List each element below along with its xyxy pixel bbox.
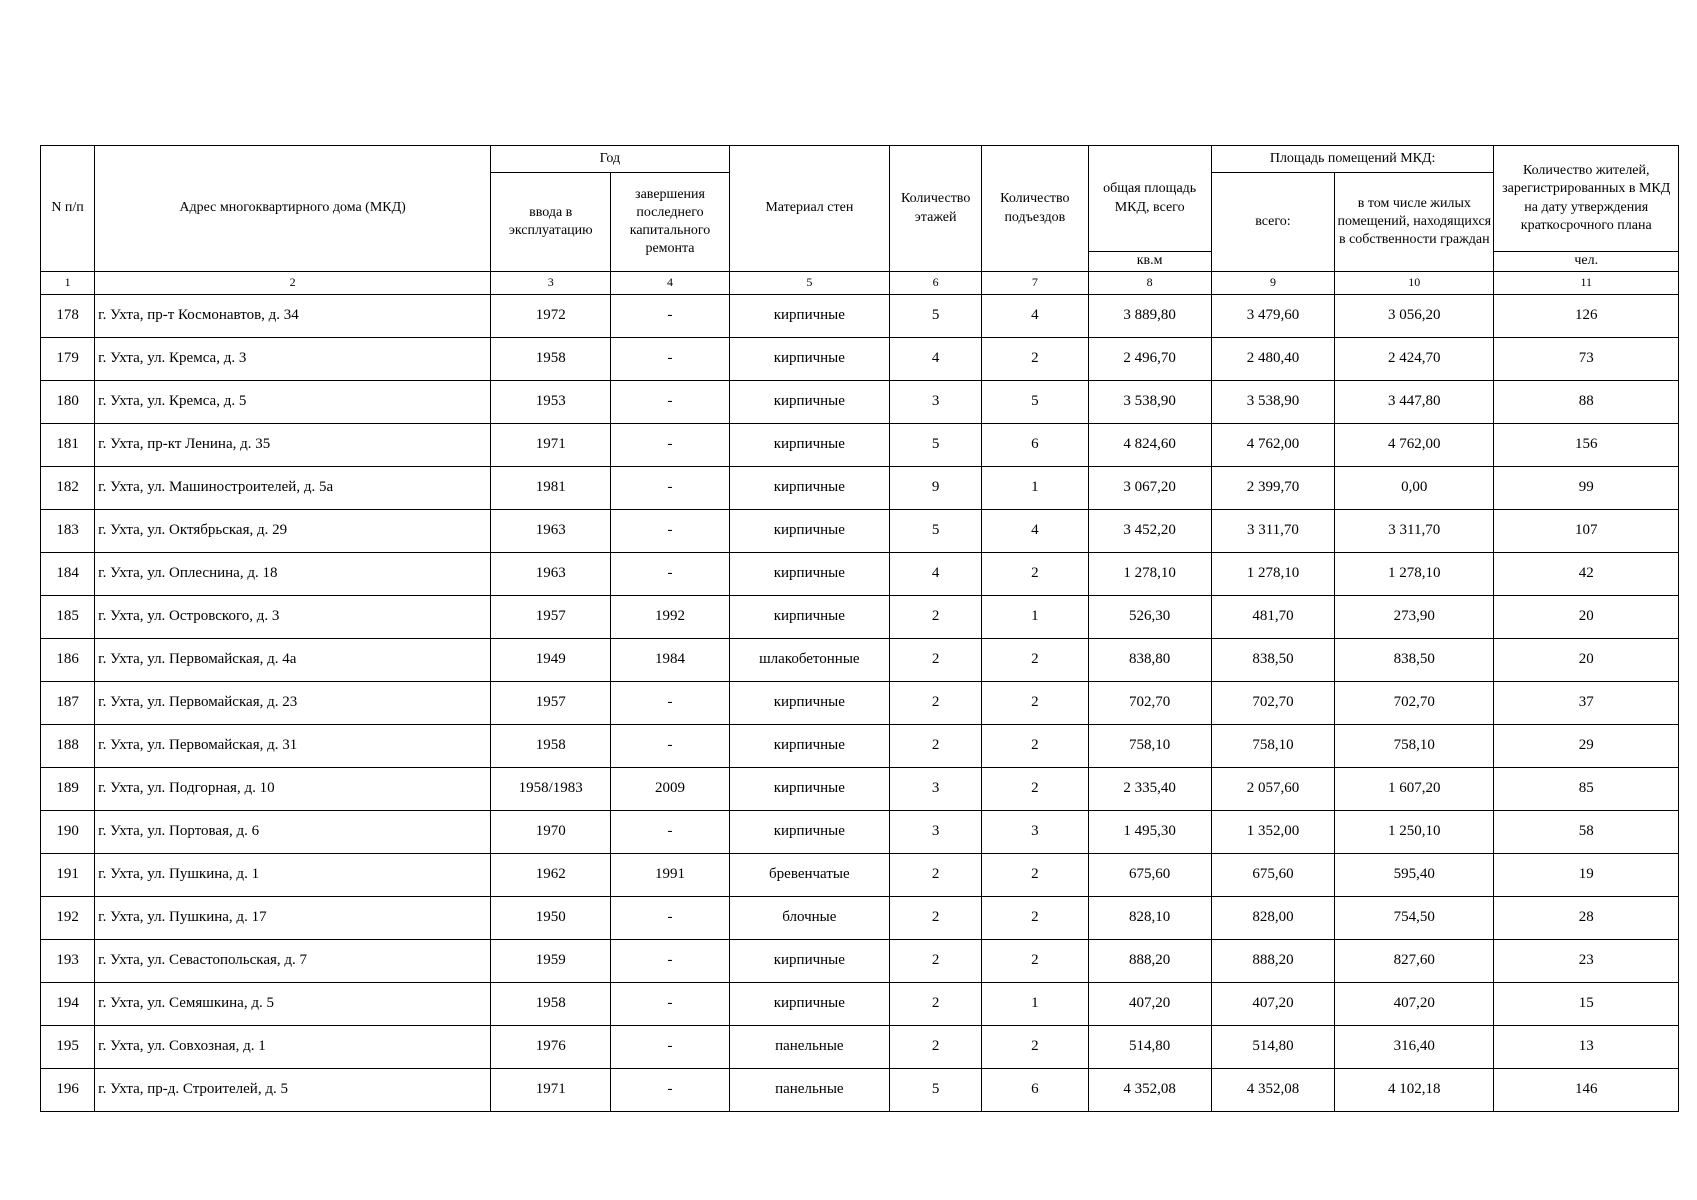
row-year-repair: 1992 (611, 596, 729, 639)
row-entrances: 1 (982, 983, 1088, 1026)
row-address: г. Ухта, ул. Севастопольская, д. 7 (95, 940, 491, 983)
row-residents: 19 (1494, 854, 1679, 897)
row-year-repair: - (611, 725, 729, 768)
table-row (41, 854, 1679, 897)
row-residents: 88 (1494, 381, 1679, 424)
row-residents: 20 (1494, 596, 1679, 639)
row-address: г. Ухта, ул. Совхозная, д. 1 (95, 1026, 491, 1069)
row-area-private: 758,10 (1335, 725, 1494, 768)
row-entrances: 2 (982, 682, 1088, 725)
row-number: 184 (41, 553, 95, 596)
table-row (41, 467, 1679, 510)
row-year-commission: 1957 (491, 682, 611, 725)
row-floors: 2 (890, 983, 982, 1026)
row-floors: 4 (890, 553, 982, 596)
table-row (41, 1069, 1679, 1112)
row-number: 187 (41, 682, 95, 725)
table-row (41, 725, 1679, 768)
row-entrances: 1 (982, 596, 1088, 639)
row-floors: 3 (890, 381, 982, 424)
row-year-repair: 1984 (611, 639, 729, 682)
row-year-repair: - (611, 553, 729, 596)
row-residents: 29 (1494, 725, 1679, 768)
row-number: 189 (41, 768, 95, 811)
row-year-commission: 1958/1983 (491, 768, 611, 811)
header-address: Адрес многоквартирного дома (МКД) (95, 146, 491, 272)
row-address: г. Ухта, ул. Семяшкина, д. 5 (95, 983, 491, 1026)
row-area-private: 273,90 (1335, 596, 1494, 639)
column-number: 9 (1211, 272, 1334, 295)
row-area-all: 2 399,70 (1211, 467, 1334, 510)
row-year-repair: - (611, 338, 729, 381)
table-row (41, 381, 1679, 424)
row-number: 191 (41, 854, 95, 897)
row-area-all: 514,80 (1211, 1026, 1334, 1069)
row-total-area: 526,30 (1088, 596, 1211, 639)
row-area-private: 0,00 (1335, 467, 1494, 510)
row-year-commission: 1953 (491, 381, 611, 424)
row-entrances: 2 (982, 1026, 1088, 1069)
row-total-area: 828,10 (1088, 897, 1211, 940)
row-year-commission: 1976 (491, 1026, 611, 1069)
row-residents: 85 (1494, 768, 1679, 811)
unit-total-area: кв.м (1088, 252, 1211, 272)
row-entrances: 2 (982, 940, 1088, 983)
row-address: г. Ухта, ул. Первомайская, д. 4а (95, 639, 491, 682)
row-area-private: 702,70 (1335, 682, 1494, 725)
row-number: 195 (41, 1026, 95, 1069)
row-entrances: 4 (982, 510, 1088, 553)
header-entrances: Количество подъездов (982, 146, 1088, 272)
row-area-all: 888,20 (1211, 940, 1334, 983)
row-residents: 28 (1494, 897, 1679, 940)
row-area-all: 4 762,00 (1211, 424, 1334, 467)
row-number: 182 (41, 467, 95, 510)
row-wall-material: блочные (729, 897, 889, 940)
row-number: 192 (41, 897, 95, 940)
row-year-commission: 1950 (491, 897, 611, 940)
row-total-area: 514,80 (1088, 1026, 1211, 1069)
header-area-group: Площадь помещений МКД: (1211, 146, 1494, 173)
row-entrances: 3 (982, 811, 1088, 854)
row-floors: 2 (890, 897, 982, 940)
row-residents: 20 (1494, 639, 1679, 682)
column-number: 1 (41, 272, 95, 295)
table-row (41, 596, 1679, 639)
table-row (41, 811, 1679, 854)
row-year-commission: 1970 (491, 811, 611, 854)
row-floors: 2 (890, 854, 982, 897)
row-floors: 3 (890, 811, 982, 854)
table-row (41, 295, 1679, 338)
row-area-private: 1 250,10 (1335, 811, 1494, 854)
table-row (41, 553, 1679, 596)
row-area-all: 675,60 (1211, 854, 1334, 897)
row-area-all: 481,70 (1211, 596, 1334, 639)
header-area-private: в том числе жилых помещений, находящихся в собственности граждан (1335, 173, 1494, 272)
row-year-repair: 1991 (611, 854, 729, 897)
column-number: 11 (1494, 272, 1679, 295)
row-entrances: 2 (982, 897, 1088, 940)
row-year-commission: 1957 (491, 596, 611, 639)
row-total-area: 407,20 (1088, 983, 1211, 1026)
row-total-area: 4 352,08 (1088, 1069, 1211, 1112)
row-year-commission: 1963 (491, 510, 611, 553)
row-area-all: 702,70 (1211, 682, 1334, 725)
row-total-area: 758,10 (1088, 725, 1211, 768)
row-address: г. Ухта, ул. Кремса, д. 3 (95, 338, 491, 381)
row-year-commission: 1971 (491, 424, 611, 467)
row-floors: 2 (890, 1026, 982, 1069)
row-area-all: 1 352,00 (1211, 811, 1334, 854)
row-address: г. Ухта, ул. Машиностроителей, д. 5а (95, 467, 491, 510)
row-total-area: 1 278,10 (1088, 553, 1211, 596)
row-year-commission: 1962 (491, 854, 611, 897)
row-area-all: 828,00 (1211, 897, 1334, 940)
row-year-repair: - (611, 295, 729, 338)
row-year-repair: - (611, 1069, 729, 1112)
row-wall-material: панельные (729, 1069, 889, 1112)
row-residents: 58 (1494, 811, 1679, 854)
row-area-all: 1 278,10 (1211, 553, 1334, 596)
row-wall-material: кирпичные (729, 940, 889, 983)
column-number: 6 (890, 272, 982, 295)
row-entrances: 4 (982, 295, 1088, 338)
row-wall-material: шлакобетонные (729, 639, 889, 682)
table-row (41, 768, 1679, 811)
row-area-private: 595,40 (1335, 854, 1494, 897)
row-floors: 2 (890, 596, 982, 639)
row-total-area: 3 452,20 (1088, 510, 1211, 553)
header-floors: Количество этажей (890, 146, 982, 272)
row-floors: 3 (890, 768, 982, 811)
row-floors: 5 (890, 1069, 982, 1112)
row-area-private: 838,50 (1335, 639, 1494, 682)
row-total-area: 4 824,60 (1088, 424, 1211, 467)
row-total-area: 675,60 (1088, 854, 1211, 897)
row-floors: 5 (890, 424, 982, 467)
row-address: г. Ухта, ул. Первомайская, д. 23 (95, 682, 491, 725)
table-row (41, 940, 1679, 983)
row-residents: 37 (1494, 682, 1679, 725)
row-area-private: 754,50 (1335, 897, 1494, 940)
row-number: 186 (41, 639, 95, 682)
row-floors: 5 (890, 295, 982, 338)
row-year-commission: 1958 (491, 338, 611, 381)
row-number: 193 (41, 940, 95, 983)
column-number: 8 (1088, 272, 1211, 295)
row-area-private: 827,60 (1335, 940, 1494, 983)
row-wall-material: кирпичные (729, 467, 889, 510)
row-year-repair: - (611, 1026, 729, 1069)
row-total-area: 702,70 (1088, 682, 1211, 725)
row-residents: 15 (1494, 983, 1679, 1026)
header-year-repair: завершения последнего капитального ремонта (611, 173, 729, 272)
row-year-repair: - (611, 424, 729, 467)
row-number: 185 (41, 596, 95, 639)
row-entrances: 2 (982, 768, 1088, 811)
row-area-private: 2 424,70 (1335, 338, 1494, 381)
row-residents: 73 (1494, 338, 1679, 381)
row-year-repair: - (611, 811, 729, 854)
row-area-private: 407,20 (1335, 983, 1494, 1026)
row-year-commission: 1959 (491, 940, 611, 983)
row-year-repair: - (611, 940, 729, 983)
row-total-area: 3 538,90 (1088, 381, 1211, 424)
row-address: г. Ухта, ул. Портовая, д. 6 (95, 811, 491, 854)
row-wall-material: кирпичные (729, 338, 889, 381)
table-row (41, 424, 1679, 467)
row-residents: 146 (1494, 1069, 1679, 1112)
unit-residents: чел. (1494, 252, 1679, 272)
row-area-private: 4 102,18 (1335, 1069, 1494, 1112)
row-wall-material: кирпичные (729, 725, 889, 768)
row-floors: 4 (890, 338, 982, 381)
row-wall-material: кирпичные (729, 510, 889, 553)
row-area-all: 2 480,40 (1211, 338, 1334, 381)
table-row (41, 682, 1679, 725)
row-wall-material: панельные (729, 1026, 889, 1069)
row-residents: 156 (1494, 424, 1679, 467)
header-residents: Количество жителей, зарегистрированных в МКД на дату утверждения краткосрочного плана (1494, 146, 1679, 252)
row-area-private: 3 311,70 (1335, 510, 1494, 553)
header-year-commission: ввода в эксплуатацию (491, 173, 611, 272)
table-row (41, 639, 1679, 682)
row-area-all: 758,10 (1211, 725, 1334, 768)
row-area-all: 3 538,90 (1211, 381, 1334, 424)
row-entrances: 5 (982, 381, 1088, 424)
row-area-all: 4 352,08 (1211, 1069, 1334, 1112)
row-year-commission: 1949 (491, 639, 611, 682)
mkd-table (40, 145, 1679, 1112)
row-wall-material: кирпичные (729, 682, 889, 725)
row-total-area: 1 495,30 (1088, 811, 1211, 854)
row-total-area: 3 889,80 (1088, 295, 1211, 338)
row-area-private: 1 278,10 (1335, 553, 1494, 596)
row-number: 179 (41, 338, 95, 381)
row-year-repair: - (611, 467, 729, 510)
row-year-repair: - (611, 897, 729, 940)
row-entrances: 2 (982, 338, 1088, 381)
row-entrances: 2 (982, 854, 1088, 897)
row-entrances: 6 (982, 424, 1088, 467)
column-numbers-row (41, 272, 1679, 295)
row-number: 180 (41, 381, 95, 424)
row-area-all: 3 479,60 (1211, 295, 1334, 338)
header-area-all: всего: (1211, 173, 1334, 272)
row-residents: 126 (1494, 295, 1679, 338)
row-area-private: 1 607,20 (1335, 768, 1494, 811)
row-area-all: 2 057,60 (1211, 768, 1334, 811)
row-floors: 9 (890, 467, 982, 510)
table-row (41, 1026, 1679, 1069)
row-year-repair: - (611, 381, 729, 424)
row-address: г. Ухта, пр-т Космонавтов, д. 34 (95, 295, 491, 338)
row-address: г. Ухта, ул. Октябрьская, д. 29 (95, 510, 491, 553)
header-num: N п/п (41, 146, 95, 272)
header-total-area: общая площадь МКД, всего (1088, 146, 1211, 252)
table-row (41, 983, 1679, 1026)
table-header (41, 146, 1679, 295)
row-number: 183 (41, 510, 95, 553)
row-wall-material: кирпичные (729, 768, 889, 811)
row-address: г. Ухта, ул. Первомайская, д. 31 (95, 725, 491, 768)
row-year-commission: 1958 (491, 725, 611, 768)
row-year-commission: 1971 (491, 1069, 611, 1112)
row-wall-material: кирпичные (729, 983, 889, 1026)
row-residents: 99 (1494, 467, 1679, 510)
table-body (41, 295, 1679, 1112)
row-area-all: 3 311,70 (1211, 510, 1334, 553)
row-number: 190 (41, 811, 95, 854)
row-address: г. Ухта, ул. Подгорная, д. 10 (95, 768, 491, 811)
row-total-area: 2 496,70 (1088, 338, 1211, 381)
table-row (41, 338, 1679, 381)
row-total-area: 888,20 (1088, 940, 1211, 983)
row-year-commission: 1963 (491, 553, 611, 596)
row-number: 196 (41, 1069, 95, 1112)
row-address: г. Ухта, ул. Пушкина, д. 1 (95, 854, 491, 897)
row-total-area: 3 067,20 (1088, 467, 1211, 510)
row-address: г. Ухта, пр-кт Ленина, д. 35 (95, 424, 491, 467)
row-year-repair: - (611, 983, 729, 1026)
table-row (41, 510, 1679, 553)
row-area-private: 3 447,80 (1335, 381, 1494, 424)
row-area-private: 316,40 (1335, 1026, 1494, 1069)
row-address: г. Ухта, ул. Кремса, д. 5 (95, 381, 491, 424)
row-number: 181 (41, 424, 95, 467)
row-floors: 2 (890, 682, 982, 725)
row-entrances: 1 (982, 467, 1088, 510)
row-area-all: 407,20 (1211, 983, 1334, 1026)
row-wall-material: кирпичные (729, 553, 889, 596)
header-wall-material: Материал стен (729, 146, 889, 272)
row-wall-material: кирпичные (729, 424, 889, 467)
row-address: г. Ухта, ул. Оплеснина, д. 18 (95, 553, 491, 596)
row-entrances: 2 (982, 639, 1088, 682)
row-year-repair: - (611, 682, 729, 725)
row-area-private: 4 762,00 (1335, 424, 1494, 467)
column-number: 3 (491, 272, 611, 295)
row-area-all: 838,50 (1211, 639, 1334, 682)
row-total-area: 838,80 (1088, 639, 1211, 682)
table-row (41, 897, 1679, 940)
row-year-repair: 2009 (611, 768, 729, 811)
row-area-private: 3 056,20 (1335, 295, 1494, 338)
row-number: 178 (41, 295, 95, 338)
row-number: 188 (41, 725, 95, 768)
row-address: г. Ухта, пр-д. Строителей, д. 5 (95, 1069, 491, 1112)
row-entrances: 6 (982, 1069, 1088, 1112)
row-wall-material: кирпичные (729, 381, 889, 424)
column-number: 7 (982, 272, 1088, 295)
row-total-area: 2 335,40 (1088, 768, 1211, 811)
row-year-commission: 1972 (491, 295, 611, 338)
row-address: г. Ухта, ул. Пушкина, д. 17 (95, 897, 491, 940)
row-number: 194 (41, 983, 95, 1026)
row-wall-material: бревенчатые (729, 854, 889, 897)
column-number: 5 (729, 272, 889, 295)
row-floors: 5 (890, 510, 982, 553)
row-address: г. Ухта, ул. Островского, д. 3 (95, 596, 491, 639)
row-entrances: 2 (982, 725, 1088, 768)
row-year-repair: - (611, 510, 729, 553)
row-residents: 42 (1494, 553, 1679, 596)
row-floors: 2 (890, 940, 982, 983)
document-sheet (40, 145, 1679, 1112)
row-wall-material: кирпичные (729, 295, 889, 338)
column-number: 4 (611, 272, 729, 295)
row-year-commission: 1981 (491, 467, 611, 510)
row-floors: 2 (890, 639, 982, 682)
column-number: 2 (95, 272, 491, 295)
row-residents: 107 (1494, 510, 1679, 553)
row-wall-material: кирпичные (729, 811, 889, 854)
column-number: 10 (1335, 272, 1494, 295)
row-floors: 2 (890, 725, 982, 768)
row-wall-material: кирпичные (729, 596, 889, 639)
row-residents: 13 (1494, 1026, 1679, 1069)
row-residents: 23 (1494, 940, 1679, 983)
row-year-commission: 1958 (491, 983, 611, 1026)
header-year-group: Год (491, 146, 730, 173)
row-entrances: 2 (982, 553, 1088, 596)
